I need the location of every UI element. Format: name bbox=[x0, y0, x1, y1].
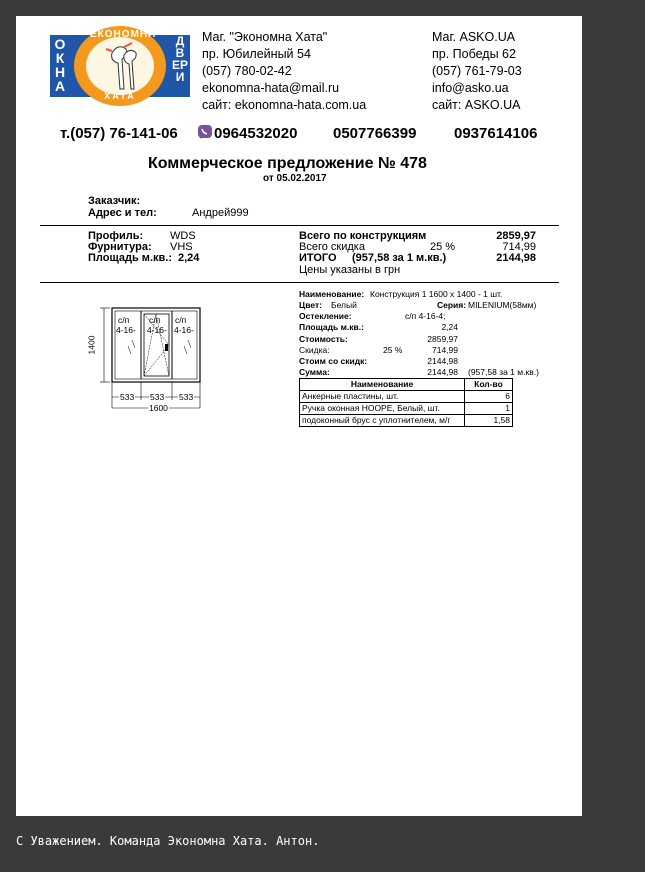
glass-label-1a: с/п bbox=[118, 315, 130, 325]
window-drawing bbox=[88, 300, 213, 420]
item-qty: 1,58 bbox=[465, 415, 513, 427]
store1-email: ekonomna-hata@mail.ru bbox=[202, 81, 340, 95]
constr-sum-per-m2: (957,58 за 1 м.кв.) bbox=[468, 367, 539, 377]
customer-label: Заказчик: bbox=[88, 195, 141, 207]
store2-info bbox=[432, 29, 522, 114]
phone-3: 0937614106 bbox=[454, 125, 538, 142]
store1-phone: (057) 780-02-42 bbox=[202, 64, 292, 78]
profile-value: WDS bbox=[170, 230, 196, 242]
store2-email: info@asko.ua bbox=[432, 81, 509, 95]
offer-date: от 05.02.2017 bbox=[263, 173, 327, 184]
constr-area-value: 2,24 bbox=[441, 322, 458, 332]
col-header-qty: Кол-во bbox=[465, 379, 513, 391]
item-name: Ручка оконная HOOPE, Белый, шт. bbox=[300, 403, 465, 415]
constr-series-value: MILENIUM(58мм) bbox=[468, 300, 537, 310]
discount-value: 714,99 bbox=[502, 241, 536, 253]
hardware-value: VHS bbox=[170, 241, 193, 253]
divider-1 bbox=[40, 225, 559, 226]
area-value: 2,24 bbox=[178, 252, 200, 264]
dim-segment-3: 533 bbox=[179, 392, 194, 402]
store2-address: пр. Победы 62 bbox=[432, 47, 516, 61]
constr-cost-value: 2859,97 bbox=[427, 334, 458, 344]
hardware-label: Фурнитура: bbox=[88, 241, 152, 253]
offer-title: Коммерческое предложение № 478 bbox=[148, 155, 427, 172]
constr-discount-label: Скидка: bbox=[299, 345, 330, 355]
items-table bbox=[299, 378, 513, 427]
glass-label-2b: 4-16- bbox=[147, 325, 167, 335]
constr-sum-label: Сумма: bbox=[299, 367, 330, 377]
table-header-row bbox=[300, 379, 513, 391]
final-label: ИТОГО bbox=[299, 252, 337, 264]
logo-right-text: ДВЕРИ bbox=[172, 34, 189, 84]
col-header-name: Наименование bbox=[300, 379, 465, 391]
item-qty: 1 bbox=[465, 403, 513, 415]
logo-bottom-text: ХАТА bbox=[104, 91, 136, 101]
viber-phone: 0964532020 bbox=[214, 125, 298, 142]
glass-label-3a: с/п bbox=[175, 315, 187, 325]
store2-site: сайт: ASKO.UA bbox=[432, 98, 521, 112]
glass-label-2a: с/п bbox=[149, 315, 161, 325]
viber-icon bbox=[197, 124, 213, 140]
table-row bbox=[300, 391, 513, 403]
company-logo bbox=[50, 25, 190, 107]
table-row bbox=[300, 415, 513, 427]
divider-2 bbox=[40, 282, 559, 283]
item-name: Анкерные пластины, шт. bbox=[300, 391, 465, 403]
address-value: Андрей999 bbox=[192, 207, 249, 219]
logo-top-text: ЕКОНОМНА bbox=[90, 29, 157, 40]
glass-label-1b: 4-16- bbox=[116, 325, 136, 335]
store1-name: Маг. "Экономна Хата" bbox=[202, 30, 328, 44]
store2-name: Маг. ASKO.UA bbox=[432, 30, 516, 44]
area-label: Площадь м.кв.: bbox=[88, 252, 172, 264]
constr-name-label: Наименование: bbox=[299, 289, 365, 299]
item-qty: 6 bbox=[465, 391, 513, 403]
final-value: 2144,98 bbox=[496, 252, 536, 264]
store1-info bbox=[202, 29, 366, 114]
constr-color-value: Белый bbox=[331, 300, 357, 310]
constr-cost-disc-label: Стоим со скидк: bbox=[299, 356, 368, 366]
dim-width: 1600 bbox=[149, 403, 168, 413]
address-label: Адрес и тел: bbox=[88, 207, 157, 219]
store2-phone: (057) 761-79-03 bbox=[432, 64, 522, 78]
dim-segment-2: 533 bbox=[150, 392, 165, 402]
dim-height: 1400 bbox=[86, 335, 97, 355]
constr-glazing-value: с/п 4-16-4; bbox=[405, 311, 446, 321]
footer-signature: С Уважением. Команда Экономна Хата. Антон. bbox=[16, 834, 320, 848]
constr-color-label: Цвет: bbox=[299, 300, 322, 310]
dim-segment-1: 533 bbox=[120, 392, 135, 402]
constr-cost-label: Стоимость: bbox=[299, 334, 348, 344]
item-name: подоконный брус с уплотнителем, м/г bbox=[300, 415, 465, 427]
glass-label-3b: 4-16- bbox=[174, 325, 194, 335]
profile-label: Профиль: bbox=[88, 230, 144, 242]
final-per-m2: (957,58 за 1 м.кв.) bbox=[352, 252, 447, 264]
constr-glazing-label: Остекление: bbox=[299, 311, 352, 321]
main-phone: т.(057) 76-141-06 bbox=[60, 125, 178, 142]
table-row bbox=[300, 403, 513, 415]
constr-area-label: Площадь м.кв.: bbox=[299, 322, 364, 332]
total-value: 2859,97 bbox=[496, 230, 536, 242]
constr-series-label: Серия: bbox=[437, 300, 467, 310]
phone-2: 0507766399 bbox=[333, 125, 417, 142]
total-label: Всего по конструкциям bbox=[299, 230, 427, 242]
discount-label: Всего скидка bbox=[299, 241, 365, 253]
discount-pct: 25 % bbox=[430, 241, 456, 253]
constr-discount-value: 714,99 bbox=[432, 345, 458, 355]
constr-cost-disc-value: 2144,98 bbox=[427, 356, 458, 366]
logo-left-text: ОКНА bbox=[54, 36, 66, 94]
constr-name-value: Конструкция 1 1600 х 1400 - 1 шт. bbox=[370, 289, 503, 299]
store1-address: пр. Юбилейный 54 bbox=[202, 47, 311, 61]
constr-sum-value: 2144,98 bbox=[427, 367, 458, 377]
currency-note: Цены указаны в грн bbox=[299, 264, 401, 276]
store1-site: сайт: ekonomna-hata.com.ua bbox=[202, 98, 367, 112]
constr-discount-pct: 25 % bbox=[383, 345, 403, 355]
